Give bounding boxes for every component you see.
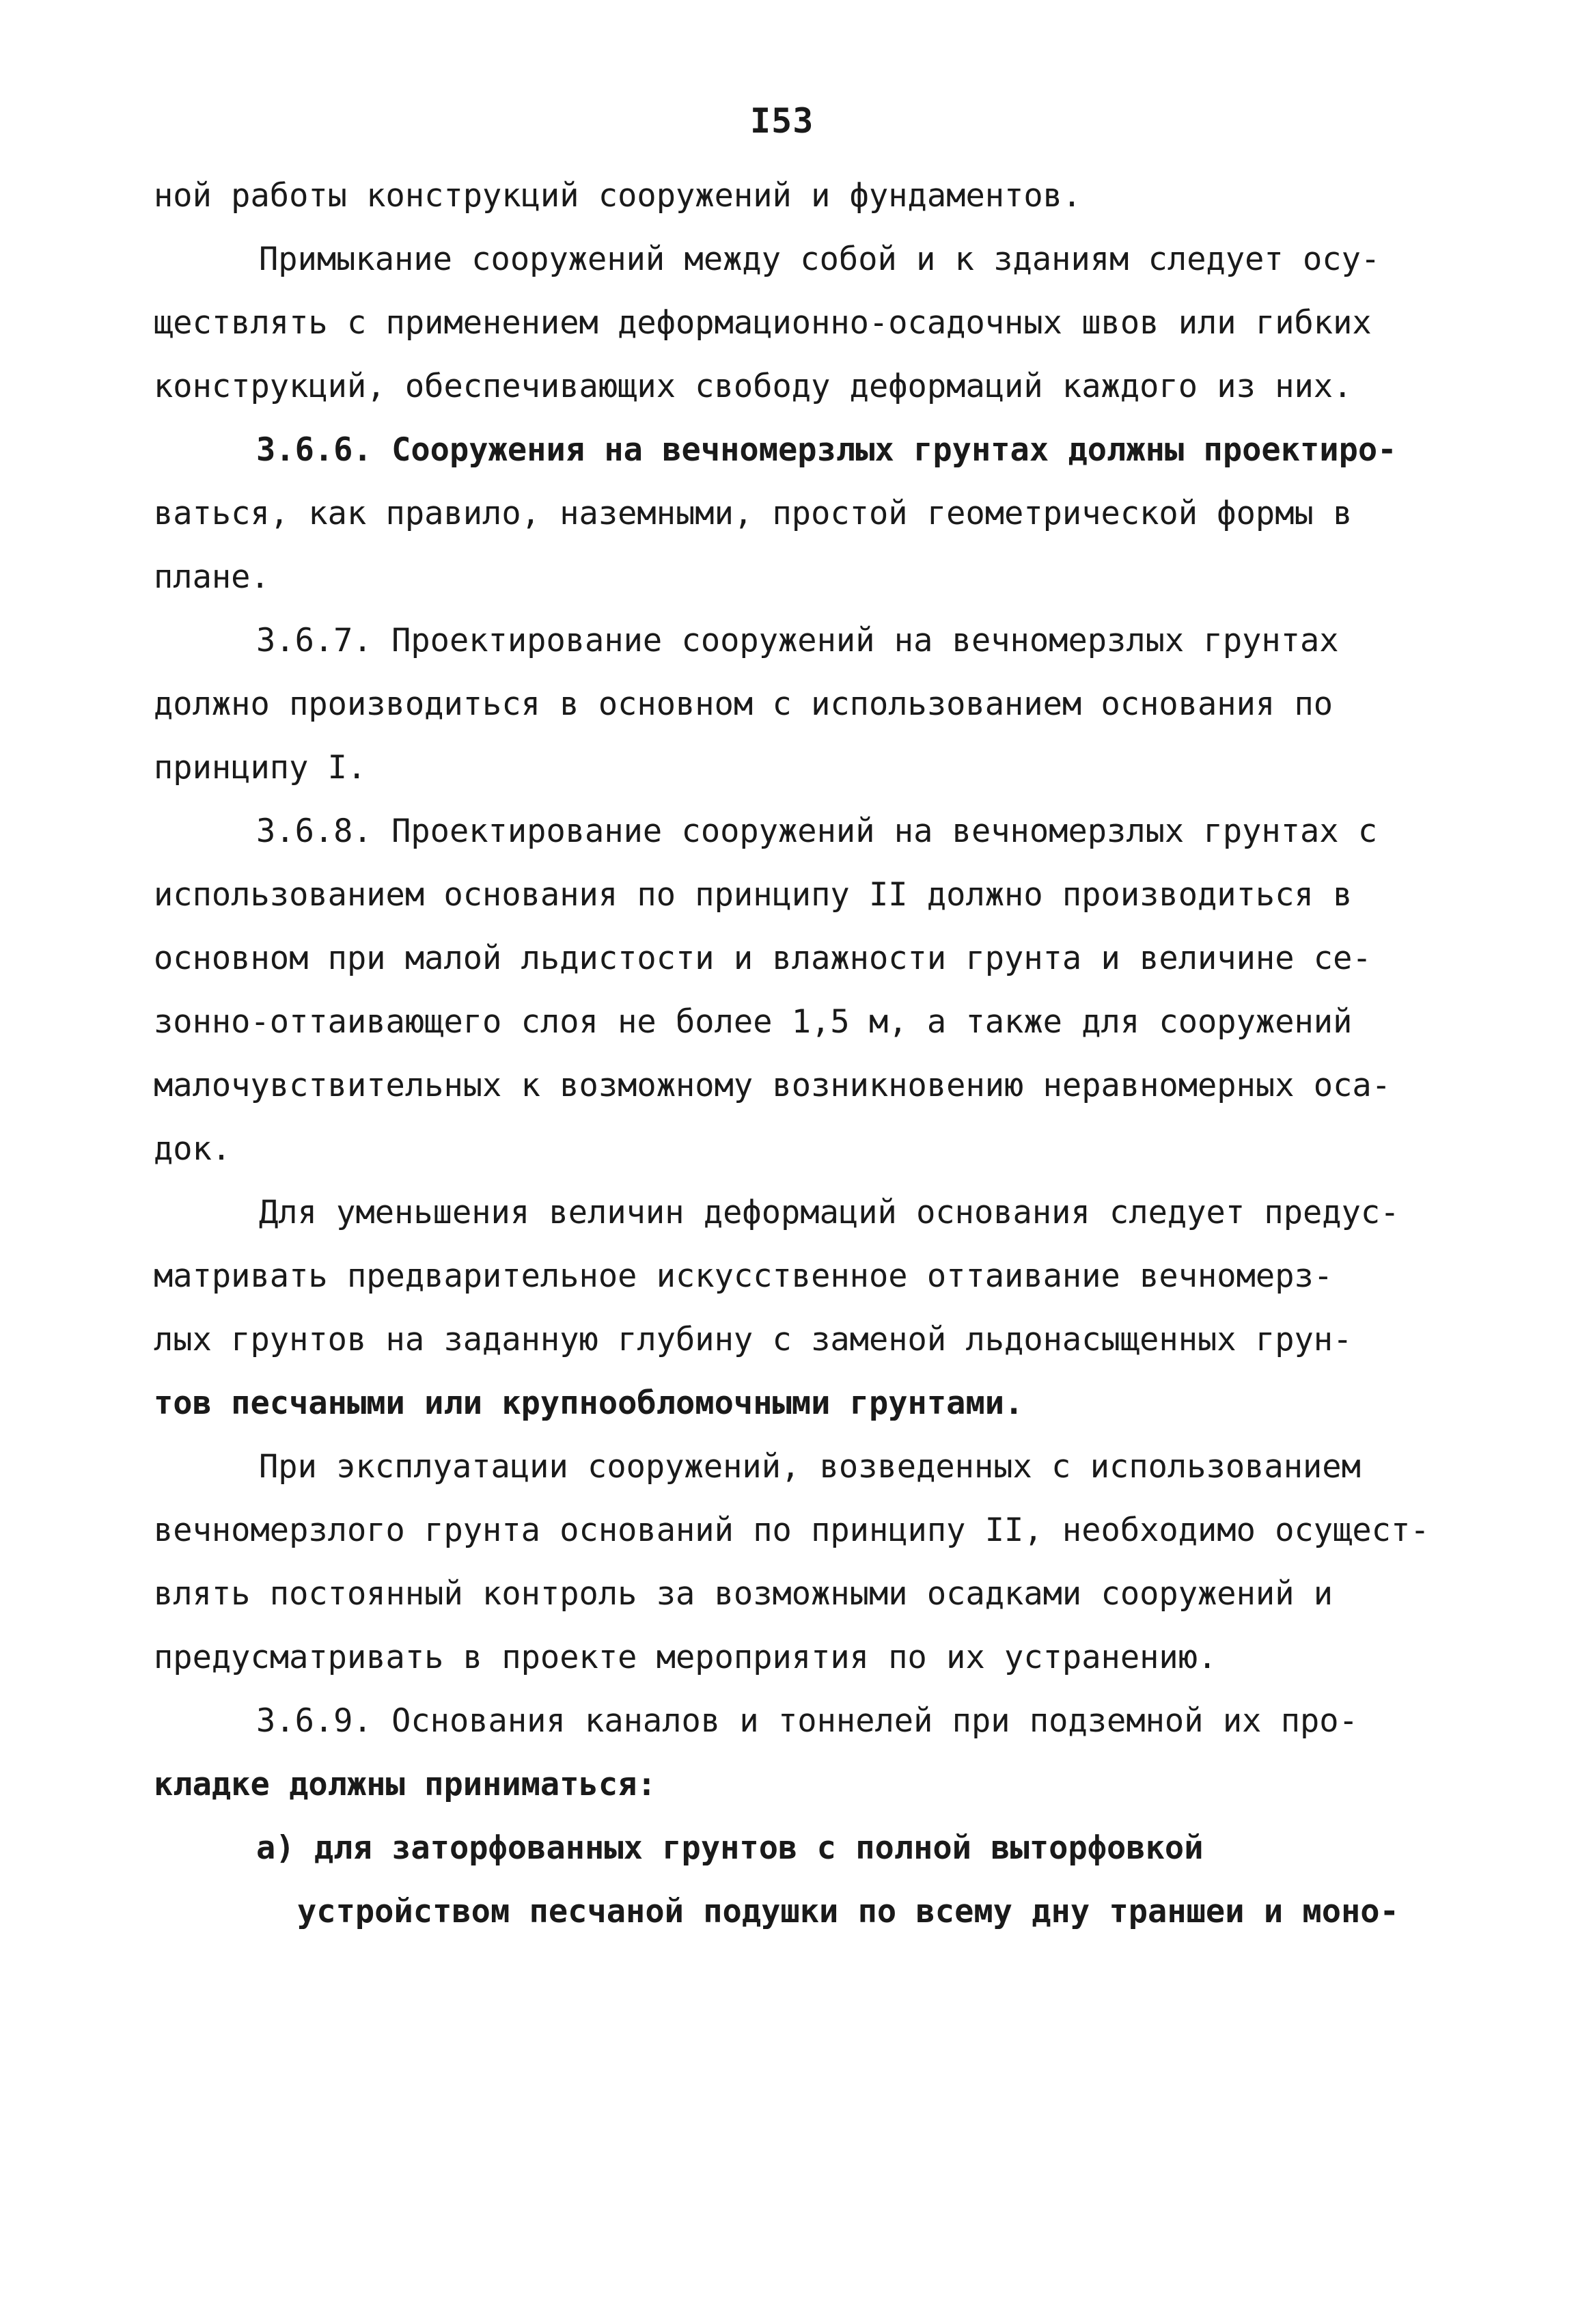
text-line: Примыкание сооружений между собой и к зданиям следует осу- — [259, 241, 1381, 278]
text-line: устройством песчаной подушки по всему дну траншеи и моно- — [297, 1893, 1399, 1930]
text-line: использованием основания по принципу II должно производиться в — [154, 876, 1353, 914]
text-line: 3.6.8. Проектирование сооружений на вечномерзлых грунтах с — [256, 812, 1378, 850]
text-line: ной работы конструкций сооружений и фундаментов. — [154, 177, 1082, 215]
text-line: ществлять с применением деформационно-осадочных швов или гибких — [154, 304, 1372, 342]
text-line: принципу I. — [154, 749, 367, 787]
text-line: матривать предварительное искусственное оттаивание вечномерз- — [154, 1257, 1334, 1295]
list-item: а) для заторфованных грунтов с полной выторфовкой — [256, 1829, 1204, 1867]
text-line: ваться, как правило, наземными, простой геометрической формы в — [154, 495, 1353, 532]
text-line: малочувствительных к возможному возникновению неравномерных оса- — [154, 1067, 1391, 1104]
text-line: лых грунтов на заданную глубину с заменой льдонасыщенных грун- — [154, 1321, 1353, 1358]
body-text — [154, 164, 1438, 1943]
text-line: 3.6.7. Проектирование сооружений на вечномерзлых грунтах — [256, 622, 1339, 659]
text-line: 3.6.9. Основания каналов и тоннелей при подземной их про- — [256, 1702, 1358, 1740]
text-line: предусматривать в проекте мероприятия по их устранению. — [154, 1639, 1217, 1676]
text-line: зонно-оттаивающего слоя не более 1,5 м, а также для сооружений — [154, 1003, 1353, 1041]
text-line: влять постоянный контроль за возможными осадками сооружений и — [154, 1575, 1334, 1613]
text-line: 3.6.6. Сооружения на вечномерзлых грунтах должны проектиро- — [256, 431, 1397, 469]
text-line: должно производиться в основном с использованием основания по — [154, 685, 1334, 723]
page-number: I53 — [750, 101, 814, 141]
text-line: вечномерзлого грунта оснований по принципу II, необходимо осущест- — [154, 1512, 1430, 1549]
text-line: плане. — [154, 558, 270, 596]
text-line: Для уменьшения величин деформаций основания следует предус- — [259, 1194, 1400, 1231]
text-line: тов песчаными или крупнообломочными грунтами. — [154, 1384, 1024, 1422]
text-line: При эксплуатации сооружений, возведенных с использованием — [259, 1448, 1361, 1486]
text-line: кладке должны приниматься: — [154, 1766, 657, 1803]
text-line: док. — [154, 1130, 232, 1168]
text-line: основном при малой льдистости и влажности грунта и величине се- — [154, 940, 1372, 977]
text-line: конструкций, обеспечивающих свободу деформаций каждого из них. — [154, 368, 1353, 405]
